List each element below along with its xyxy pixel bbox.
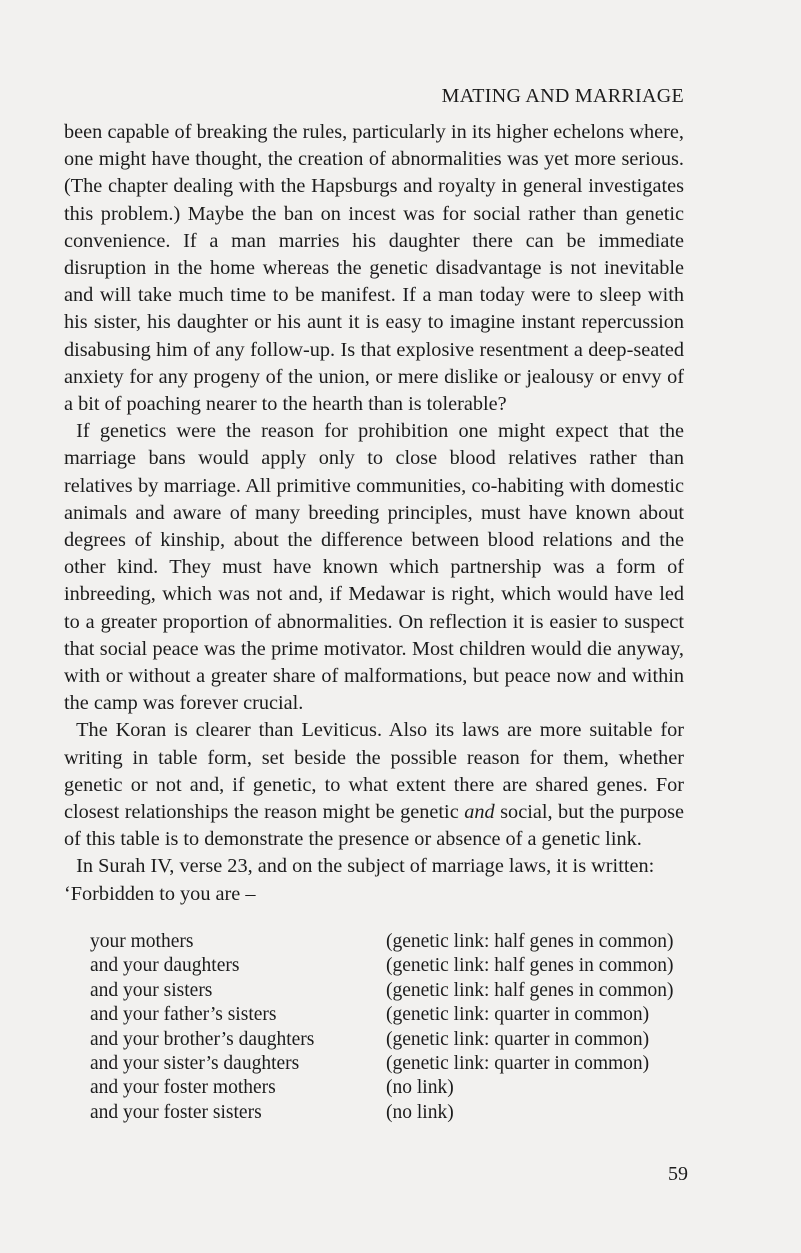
paragraph-text: social, but the purpose of this table is to demonstrate the presence or absence of a genetic link. [64, 801, 684, 851]
paragraph [64, 853, 684, 880]
table-row [90, 1052, 690, 1076]
paragraph-text: The Koran is clearer than Leviticus. Also its laws are more suitable for writing in table form, set beside the possible reason for them, whether genetic or not and, if genetic, to what extent there are shared genes. For closest relationships the reason might be genetic [64, 719, 684, 824]
quote-opening: ‘Forbidden to you are – [64, 882, 256, 905]
marriage-law-table [90, 930, 690, 1125]
paragraph-text: been capable of breaking the rules, particularly in its higher echelons where, one might have thought, the creation of abnormalities was yet more serious. (The chapter dealing with the Hapsburgs and royalty in general investigates this problem.) Maybe the ban on incest was for social rather than genetic convenience. If a man marries his daughter there can be immediate disruption in the home whereas the genetic disadvantage is not inevitable and will take much time to be manifest. If a man today were to sleep with his sister, his daughter or his aunt it is easy to imagine instant repercussion disabusing him of any follow-up. Is that explosive resentment a deep-seated anxiety for any progeny of the union, or mere dislike or jealousy or envy of a bit of poaching nearer to the hearth than is tolerable? [64, 121, 684, 416]
body-text [64, 119, 684, 908]
relation-cell: and your brother’s daughters [90, 1028, 315, 1050]
table-row [90, 1028, 690, 1052]
table-row [90, 1003, 690, 1027]
relation-cell: and your father’s sisters [90, 1004, 277, 1026]
genetic-link-cell: (genetic link: half genes in common) [386, 931, 674, 952]
relation-cell: and your foster mothers [90, 1077, 276, 1099]
paragraph-text: If genetics were the reason for prohibition one might expect that the marriage bans would apply only to close blood relatives rather than relatives by marriage. All primitive communities, co-habiting with domestic animals and aware of many breeding principles, must have known about degrees of kinship, about the difference between blood relations and the other kind. They must have known which partnership was a form of inbreeding, which was not and, if Medawar is right, which would have led to a greater proportion of abnormalities. On reflection it is easier to suspect that social peace was the prime motivator. Most children would die anyway, with or without a greater share of malformations, but peace now and within the camp was forever crucial. [64, 420, 684, 715]
genetic-link-cell: (genetic link: quarter in common) [386, 1004, 650, 1026]
page-number: 59 [668, 1163, 688, 1185]
genetic-link-cell: (genetic link: half genes in common) [386, 955, 674, 977]
relation-cell: and your daughters [90, 955, 240, 977]
genetic-link-cell: (no link) [386, 1101, 454, 1123]
relation-cell: and your sisters [90, 979, 213, 1001]
relation-cell: and your foster sisters [90, 1101, 262, 1123]
genetic-link-cell: (genetic link: quarter in common) [386, 1053, 650, 1075]
table-row [90, 954, 690, 978]
table-row [90, 979, 690, 1003]
relation-cell: and your sister’s daughters [90, 1053, 300, 1075]
genetic-link-cell: (genetic link: quarter in common) [386, 1028, 650, 1050]
running-head: MATING AND MARRIAGE [441, 85, 684, 107]
paragraph-text: In Surah IV, verse 23, and on the subject of marriage laws, it is written: [76, 855, 655, 878]
relation-cell: your mothers [90, 931, 194, 952]
genetic-link-cell: (genetic link: half genes in common) [386, 979, 674, 1001]
paragraph [64, 119, 684, 418]
paragraph-text: and [464, 801, 495, 824]
table-row [90, 930, 690, 954]
genetic-link-cell: (no link) [386, 1077, 454, 1099]
table-row [90, 1076, 690, 1100]
table-row [90, 1101, 690, 1125]
paragraph [64, 418, 684, 717]
paragraph [64, 717, 684, 853]
